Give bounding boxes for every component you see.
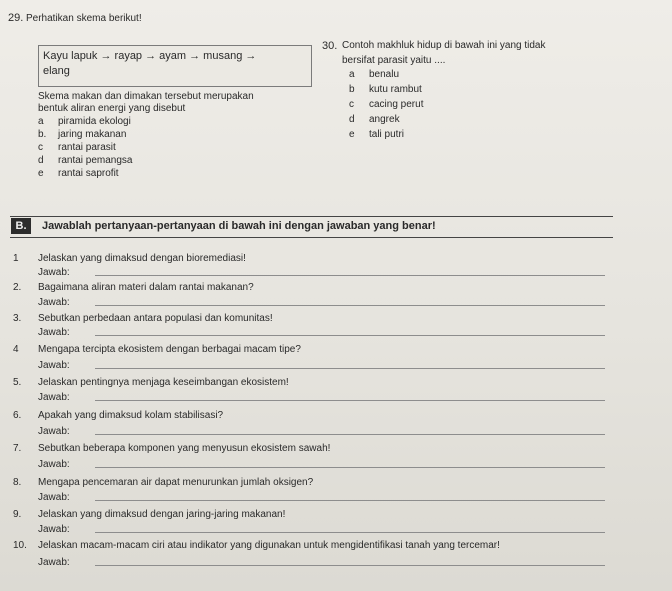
answer-label: Jawab:	[38, 360, 70, 371]
answer-line	[95, 368, 605, 369]
q29-option-letter: c	[38, 142, 43, 153]
answer-label: Jawab:	[38, 492, 70, 503]
q29-stem-line2: bentuk aliran energi yang disebut	[38, 103, 186, 114]
q29-option-letter: b.	[38, 129, 47, 140]
answer-line	[95, 275, 605, 276]
answer-line	[95, 305, 605, 306]
essay-number: 9.	[13, 509, 22, 520]
q29-number: 29.	[8, 12, 24, 24]
q29-stem-line1: Skema makan dan dimakan tersebut merupakan	[38, 91, 254, 102]
answer-label: Jawab:	[38, 267, 70, 278]
q29-option-letter: d	[38, 155, 44, 166]
answer-label: Jawab:	[38, 392, 70, 403]
q30-option-text: cacing perut	[369, 99, 424, 110]
answer-line	[95, 467, 605, 468]
food-chain-line2: elang	[43, 65, 70, 77]
answer-line	[95, 335, 605, 336]
answer-line	[95, 500, 605, 501]
essay-question: Jelaskan yang dimaksud dengan bioremediasi!	[38, 253, 246, 264]
answer-label: Jawab:	[38, 524, 70, 535]
q29-option-letter: a	[38, 116, 44, 127]
q29-option-text: rantai pemangsa	[58, 155, 133, 166]
q29-option-text: rantai parasit	[58, 142, 116, 153]
section-b-badge: B.	[11, 218, 31, 234]
q30-option-letter: c	[349, 99, 354, 110]
section-b-title: Jawablah pertanyaan-pertanyaan di bawah ini dengan jawaban yang benar!	[42, 220, 436, 232]
q30-option-letter: e	[349, 129, 355, 140]
q29-option-letter: e	[38, 168, 44, 179]
essay-question: Jelaskan yang dimaksud dengan jaring-jaring makanan!	[38, 509, 286, 520]
answer-label: Jawab:	[38, 426, 70, 437]
essay-number: 3.	[13, 313, 22, 324]
q30-number: 30.	[322, 40, 338, 52]
answer-line	[95, 565, 605, 566]
q30-stem-line2: bersifat parasit yaitu ....	[342, 55, 446, 66]
essay-number: 5.	[13, 377, 22, 388]
essay-question: Bagaimana aliran materi dalam rantai makanan?	[38, 282, 254, 293]
q30-option-text: kutu rambut	[369, 84, 422, 95]
essay-question: Sebutkan beberapa komponen yang menyusun ekosistem sawah!	[38, 443, 331, 454]
q30-option-text: benalu	[369, 69, 400, 80]
answer-label: Jawab:	[38, 459, 70, 470]
answer-label: Jawab:	[38, 557, 70, 568]
q29-option-text: piramida ekologi	[58, 116, 131, 127]
essay-question: Sebutkan perbedaan antara populasi dan komunitas!	[38, 313, 273, 324]
essay-question: Jelaskan macam-macam ciri atau indikator yang digunakan untuk mengidentifikasi tanah yang tercemar!	[38, 540, 500, 551]
answer-label: Jawab:	[38, 297, 70, 308]
essay-question: Mengapa pencemaran air dapat menurunkan jumlah oksigen?	[38, 477, 314, 488]
essay-number: 6.	[13, 410, 22, 421]
q30-option-letter: d	[349, 114, 355, 125]
essay-number: 8.	[13, 477, 22, 488]
answer-line	[95, 434, 605, 435]
essay-number: 1	[13, 253, 19, 264]
q30-option-text: tali putri	[369, 129, 405, 140]
q30-option-letter: a	[349, 69, 355, 80]
essay-question: Apakah yang dimaksud kolam stabilisasi?	[38, 410, 224, 421]
q29-option-text: jaring makanan	[58, 129, 127, 140]
food-chain-line1: Kayu lapuk → rayap → ayam → musang →	[43, 50, 257, 62]
essay-question: Jelaskan pentingnya menjaga keseimbangan ekosistem!	[38, 377, 289, 388]
essay-number: 10.	[13, 540, 27, 551]
q30-option-letter: b	[349, 84, 355, 95]
essay-number: 4	[13, 344, 19, 355]
answer-label: Jawab:	[38, 327, 70, 338]
q29-prompt: Perhatikan skema berikut!	[26, 13, 142, 24]
answer-line	[95, 532, 605, 533]
q30-stem-line1: Contoh makhluk hidup di bawah ini yang tidak	[342, 40, 546, 51]
q29-option-text: rantai saprofit	[58, 168, 119, 179]
essay-number: 2.	[13, 282, 22, 293]
q30-option-text: angrek	[369, 114, 400, 125]
essay-question: Mengapa tercipta ekosistem dengan berbagai macam tipe?	[38, 344, 301, 355]
answer-line	[95, 400, 605, 401]
essay-number: 7.	[13, 443, 22, 454]
